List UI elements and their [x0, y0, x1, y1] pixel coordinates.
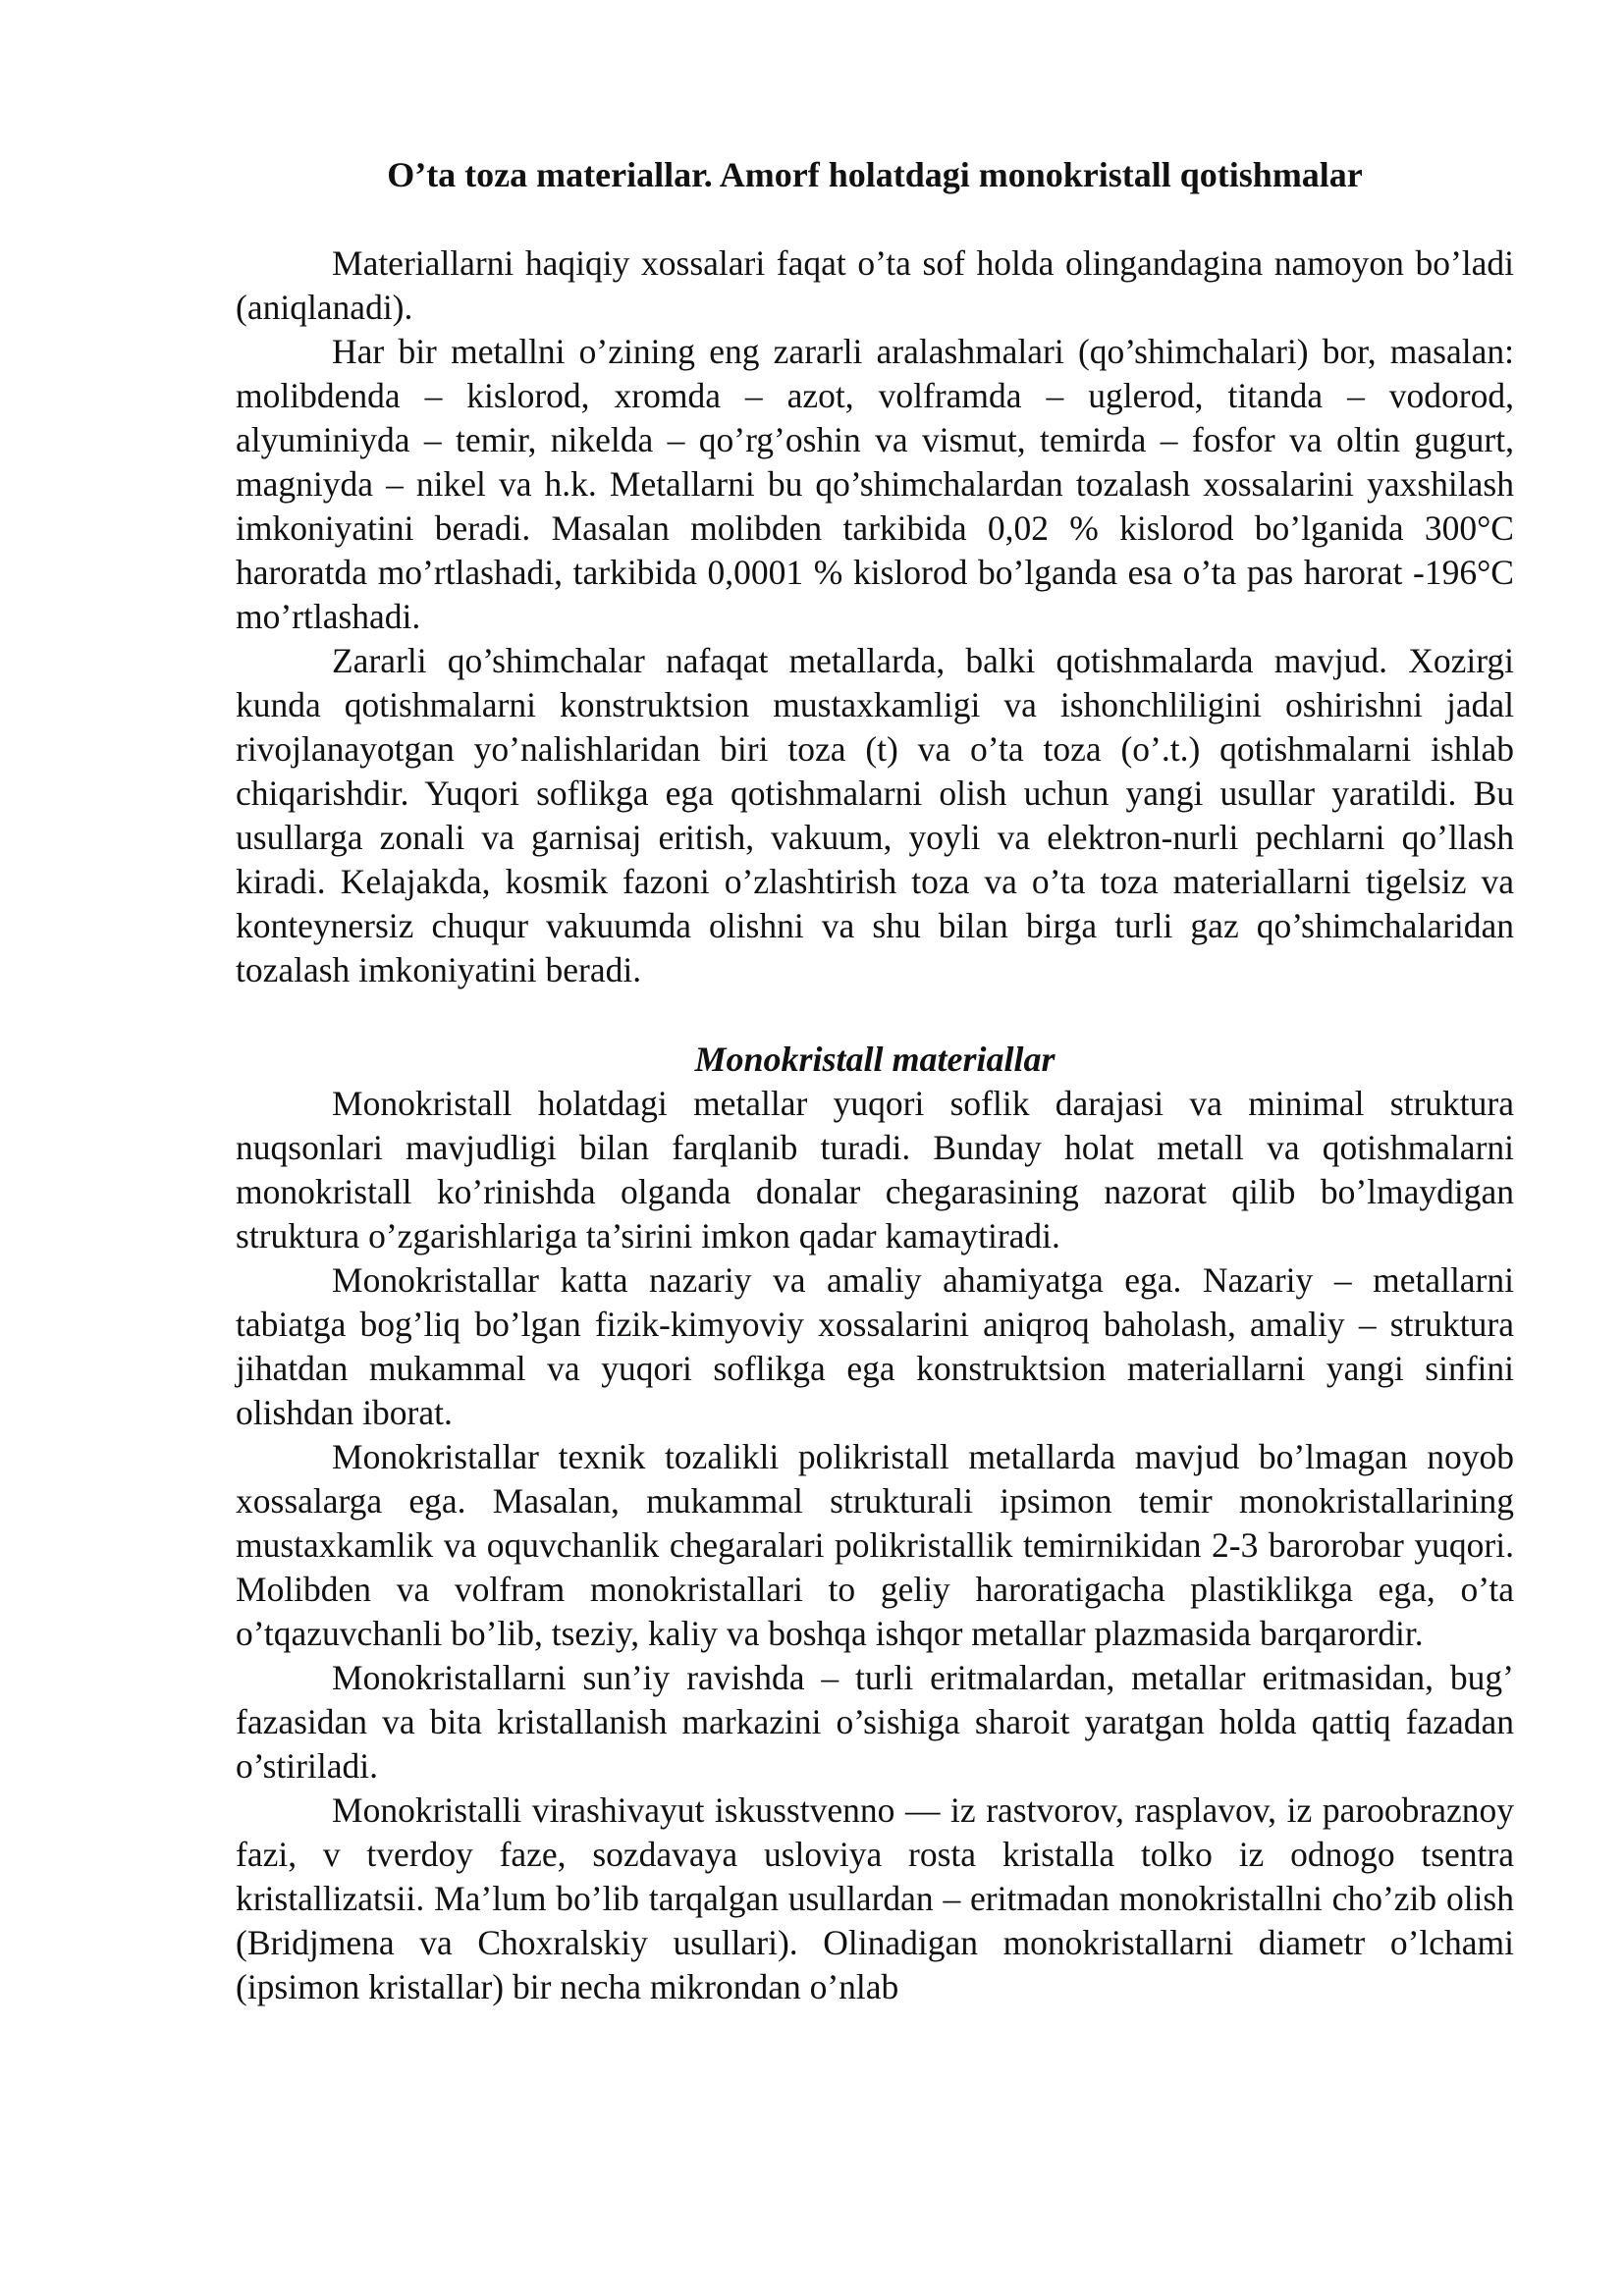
- paragraph: Monokristallar katta nazariy va amaliy ahamiyatga ega. Nazariy – metallarni tabiatga bog’liq bo’lgan fizik-kimyoviy xossalarini aniqroq baholash, amaliy – struktura jihatdan mukammal va yuqori soflikga ega konstruktsion materiallarni yangi sinfini olishdan iborat.: [236, 1260, 1514, 1432]
- spacer: [236, 197, 1514, 241]
- paragraph: Har bir metallni o’zining eng zararli aralashmalari (qo’shimchalari) bor, masalan: molibdenda – kislorod, xromda – azot, volframda – uglerod, titanda – vodorod, alyuminiyda – temir, nikelda – qo’rg’oshin va vismut, temirda – fosfor va oltin gugurt, magniyda – nikel va h.k. Metallarni bu qo’shimchalardan tozalash xossalarini yaxshilash imkoniyatini beradi. Masalan molibden tarkibida 0,02 % kislorod bo’lganida 300°C haroratda mo’rtlashadi, tarkibida 0,0001 % kislorod bo’lganda esa o’ta pas harorat -196°C mo’rtlashadi.: [236, 332, 1514, 636]
- document-title: O’ta toza materiallar. Amorf holatdagi monokristall qotishmalar: [387, 155, 1363, 194]
- section-heading: Monokristall materiallar: [694, 1040, 1056, 1079]
- paragraph: Monokristall holatdagi metallar yuqori soflik darajasi va minimal struktura nuqsonlari mavjudligi bilan farqlanib turadi. Bunday holat metall va qotishmalarni monokristall ko’rinishda olganda donalar chegarasining nazorat qilib bo’lmaydigan struktura o’zgarishlariga ta’sirini imkon qadar kamaytiradi.: [236, 1084, 1514, 1255]
- spacer: [236, 992, 1514, 1038]
- paragraph: Zararli qo’shimchalar nafaqat metallarda, balki qotishmalarda mavjud. Xozirgi kunda qotishmalarni konstruktsion mustaxkamligi va ishonchliligini oshirishni jadal rivojlanayotgan yo’nalishlaridan biri toza (t) va o’ta toza (o’.t.) qotishmalarni ishlab chiqarishdir. Yuqori soflikga ega qotishmalarni olish uchun yangi usullar yaratildi. Bu usullarga zonali va garnisaj eritish, vakuum, yoyli va elektron-nurli pechlarni qo’llash kiradi. Kelajakda, kosmik fazoni o’zlashtirish toza va o’ta toza materiallarni tigelsiz va konteynersiz chuqur vakuumda olishni va shu bilan birga turli gaz qo’shimchalaridan tozalash imkoniyatini beradi.: [236, 641, 1514, 989]
- paragraph: Monokristalli virashivayut iskusstvenno — iz rastvorov, rasplavov, iz paroobraznoy fazi, v tverdoy faze, sozdavaya usloviya rosta kristalla tolko iz odnogo tsentra kristallizatsii. Ma’lum bo’lib tarqalgan usullardan – eritmadan monokristallni cho’zib olish (Bridjmena va Choxralskiy usullari). Olinadigan monokristallarni diametr o’lchami (ipsimon kristallar) bir necha mikrondan o’nlab: [236, 1790, 1514, 2006]
- paragraph: Materiallarni haqiqiy xossalari faqat o’ta sof holda olingandagina namoyon bo’ladi (aniqlanadi).: [236, 243, 1514, 327]
- paragraph: Monokristallar texnik tozalikli polikristall metallarda mavjud bo’lmagan noyob xossalarga ega. Masalan, mukammal strukturali ipsimon temir monokristallarining mustaxkamlik va oquvchanlik chegaralari polikristallik temirnikidan 2-3 barorobar yuqori. Molibden va volfram monokristallari to geliy haroratigacha plastiklikga ega, o’ta o’tqazuvchanli bo’lib, tseziy, kaliy va boshqa ishqor metallar plazmasida barqarordir.: [236, 1437, 1514, 1653]
- paragraph: Monokristallarni sun’iy ravishda – turli eritmalardan, metallar eritmasidan, bug’ fazasidan va bita kristallanish markazini o’sishiga sharoit yaratgan holda qattiq fazadan o’stiriladi.: [236, 1658, 1514, 1786]
- document-page: [236, 147, 1514, 2009]
